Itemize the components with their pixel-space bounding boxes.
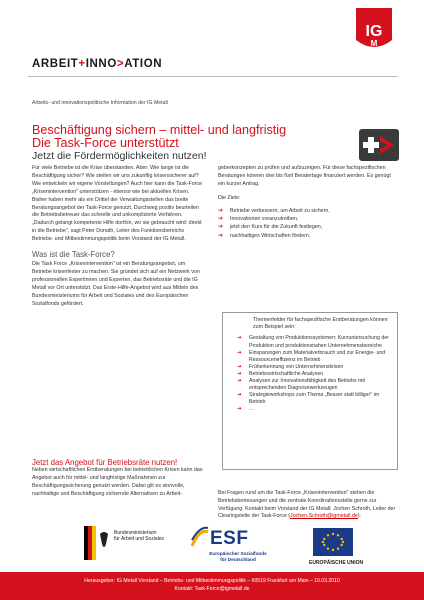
esf-logo-icon <box>190 526 210 550</box>
section-text: Die Task Force „Krisenintervention" ist ein Beratungsangebot, um Betriebe krisenfester zu machen. Sie gründet sich auf ein Netzwerk von professionellen Expertinnen und Experten, das Betriebsräte und die IG Metall vor Ort unterstützt. Das Erste-Hilfe-Angebot wird aus Mitteln des Bundesministeriums für Arbeit und Soziales und des Europäischen Sozialfonds gefördert. <box>32 261 200 307</box>
contact-text: Bei Fragen rund um die Task-Force „Krisenintervention" stehen die Betriebsbetreuungen und die zentrale Koordinationsstelle gerne zur Verfügung. Kontakt beim Vorstand der IG Metall: Jochen Schroth, Leiter der Clearingstelle der Task-Force <box>218 490 396 520</box>
contact-email-link[interactable]: Jochen.Schroth@igmetall.de <box>290 513 358 520</box>
right-intro-text: geberkonzepten zu prüfen und aufzuzeigen. Für diese fachspezifischen Beratungen können drei bis fünf Beratertage finanziert werden. Es genügt ein kurzer Antrag. <box>218 165 391 187</box>
offer-text: Neben wirtschaftlichen Erstberatungen bei betrieblichen Krisen kann das Angebot auch für mittel- und langfristige Maßnahmen zur Beschäftigungssicherung genutzt werden. Dabei gilt es sinnvolle, nachhaltige und Beschäftigung sichernde Alternativen zu Arbeit- <box>32 467 203 497</box>
list-item: ➔ Einsparungen zum Materialverbrauch und zur Energie- und Ressourceneffizienz im Betrieb <box>237 350 391 364</box>
header-divider <box>28 76 398 77</box>
footer-publisher: Herausgeber: IG Metall Vorstand – Betriebs- und Mitbestimmungspolitik – 60519 Frankfurt am Main – 10.03.2010 <box>84 578 340 584</box>
svg-text:IG: IG <box>365 23 383 40</box>
offer-section <box>32 458 208 499</box>
bmas-eagle-icon <box>84 526 110 560</box>
brand-title: ARBEIT+INNO>ATION <box>32 58 163 70</box>
list-item: ➔ Strategieworkshops zum Thema „Besser statt billiger" im Betrieb <box>237 392 391 406</box>
left-column <box>32 165 204 309</box>
list-item: ➔ nachhaltiges Wirtschaften fördern. <box>218 232 396 240</box>
goals-title: Die Ziele: <box>218 194 241 201</box>
list-item: ➔ Betriebe verbessern, um Arbeit zu sichern, <box>218 207 396 215</box>
themes-box-title: Themenfelder für fachspezifische Erstberatungen können zum Beispiel sein: <box>253 317 388 331</box>
themes-box <box>222 312 398 470</box>
list-item: ➔ jetzt den Kurs für die Zukunft festlegen, <box>218 223 396 231</box>
eu-logo: EUROPÄISCHE UNION <box>307 524 397 568</box>
list-item: ➔ Gestaltung von Produktionssystemen: Kurzuntersuchung der Produktion und produktionsnahen Unternehmensbereiche <box>237 335 391 349</box>
esf-logo: ESF Europäischer Sozialfonds für Deutschland <box>190 524 272 568</box>
goals-list <box>218 207 396 241</box>
intro-text: Für viele Betriebe ist die Krise überstanden. Aber: Wie lange ist die Beschäftigung sicher? Wie stellen wir uns zukunftig krisensicherer auf? Wie entwickeln wir eigene Vorstellungen? Auch hier kann die Task-Force „Krisenintervention" unterstützen - ebenso wie bei aktuellen Krisen. Bisher haben mehr als ein Drittel der Verwaltungsstellen das breite Beratungsangebot der Task-Force genutzt. Durchweg positiv beurteilen die Betriebsbetreuer das schnelle und unkomplizierte Verfahren. „Dadurch gelangt kompetente Hilfe dorthin, wo sie gebraucht wird: direkt in die Betriebe", sagt Peter Donath, Leiter des Funktionsbereichs Betriebs- und Mitbestimmungspolitik beim Vorstand der IG Metall. <box>32 165 203 243</box>
footer <box>0 572 424 600</box>
list-item: ➔ Innovationen voranzutreiben, <box>218 215 396 223</box>
sponsor-logos <box>32 524 402 570</box>
right-column <box>218 165 396 240</box>
offer-title: Jetzt das Angebot für Betriebsräte nutzen! <box>32 458 178 467</box>
footer-contact: Kontakt: Task-Force@igmetall.de <box>174 586 250 592</box>
plus-arrow-icon <box>358 128 400 162</box>
svg-text:M: M <box>370 39 378 48</box>
bmas-logo: Bundesministerium für Arbeit und Soziales <box>84 524 179 568</box>
section-title: Was ist die Task-Force? <box>32 250 115 260</box>
contact-section: Bei Fragen rund um die Task-Force „Krisenintervention" stehen die Betriebsbetreuungen und die zentrale Koordinationsstelle gerne zur Verfügung. Kontakt beim Vorstand der IG Metall: Jochen Schroth, Leiter der Clearingstelle der Task-Force (Jochen.Schroth@igmetall.de). <box>218 490 396 520</box>
headline-subtitle: Jetzt die Fördermöglichkeiten nutzen! <box>32 150 207 162</box>
igmetall-logo-icon <box>352 6 396 54</box>
list-item: ➔ Früherkennung von Unternehmenskrisen <box>237 364 391 371</box>
themes-list <box>223 331 397 413</box>
list-item: ➔ ... <box>237 406 391 413</box>
headline: Beschäftigung sichern – mittel- und langfristig Die Task-Force unterstützt <box>32 123 287 150</box>
header-subtitle: Arbeits- und innovationspolitische Information der IG Metall <box>32 100 168 106</box>
eu-flag-icon <box>313 528 353 556</box>
list-item: ➔ Analysen zur Innovationsfähigkeit des Betriebs mit entsprechenden Diagnosewerkzeugen <box>237 378 391 392</box>
list-item: ➔ Betriebswirtschaftliche Analysen <box>237 371 391 378</box>
